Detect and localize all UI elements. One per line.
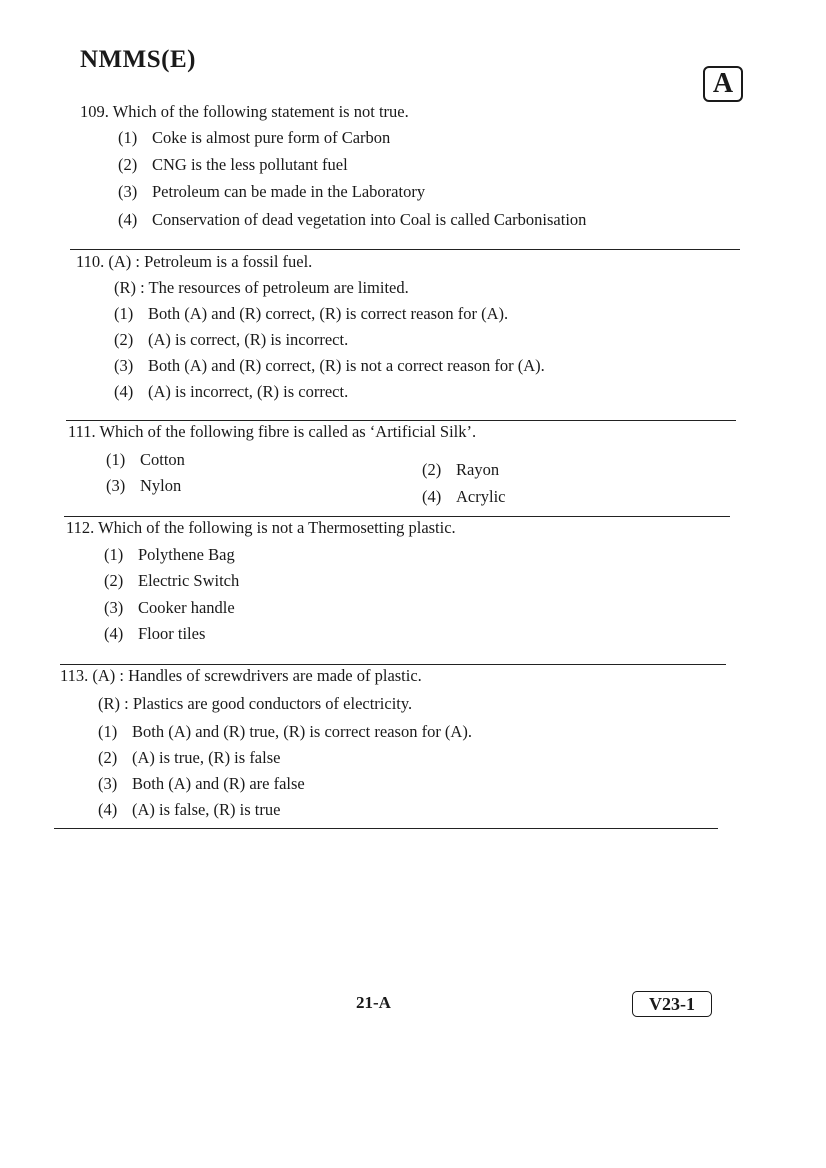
option	[98, 802, 280, 819]
option	[118, 184, 425, 201]
divider	[54, 828, 718, 829]
option	[118, 130, 390, 147]
option-text: Acrylic	[456, 487, 506, 506]
option	[118, 157, 348, 174]
option-text: Floor tiles	[138, 624, 206, 643]
option-text: (A) is correct, (R) is incorrect.	[148, 330, 349, 349]
option-number: (3)	[104, 598, 124, 617]
option-text: Nylon	[140, 476, 182, 495]
set-label-box	[703, 66, 743, 102]
option-number: (2)	[422, 460, 442, 479]
option	[114, 332, 348, 349]
option	[422, 462, 499, 479]
paper-code: V23-1	[649, 993, 695, 1014]
option-text: Conservation of dead vegetation into Coal is called Carbonisation	[152, 210, 587, 229]
option	[118, 212, 586, 229]
option	[114, 306, 508, 323]
option-text: Both (A) and (R) are false	[132, 774, 305, 793]
divider	[66, 420, 736, 421]
option-text: (A) is true, (R) is false	[132, 748, 281, 767]
option-text: Petroleum can be made in the Laboratory	[152, 182, 426, 201]
option-number: (2)	[118, 155, 138, 174]
option-text: CNG is the less pollutant fuel	[152, 155, 348, 174]
option-number: (4)	[98, 800, 118, 819]
option-number: (1)	[118, 128, 138, 147]
question-text: 110. (A) : Petroleum is a fossil fuel.	[76, 252, 313, 271]
option-number: (1)	[114, 304, 134, 323]
option-number: (3)	[114, 356, 134, 375]
option	[104, 626, 205, 643]
question-text: 109. Which of the following statement is not true.	[80, 102, 409, 121]
question-text: 111. Which of the following fibre is called as ‘Artificial Silk’.	[68, 422, 477, 441]
option	[106, 452, 185, 469]
page-number: 21-A	[356, 993, 391, 1012]
option-number: (4)	[118, 210, 138, 229]
divider	[60, 664, 726, 665]
option-number: (4)	[114, 382, 134, 401]
question-reason: (R) : Plastics are good conductors of electricity.	[98, 694, 413, 713]
option	[104, 600, 235, 617]
option-text: Electric Switch	[138, 571, 240, 590]
question-reason: (R) : The resources of petroleum are limited.	[114, 278, 409, 297]
option-text: Both (A) and (R) correct, (R) is correct reason for (A).	[148, 304, 509, 323]
option-number: (4)	[422, 487, 442, 506]
option-number: (2)	[104, 571, 124, 590]
option-text: Cotton	[140, 450, 185, 469]
option-text: (A) is false, (R) is true	[132, 800, 281, 819]
option-number: (2)	[114, 330, 134, 349]
option	[106, 478, 181, 495]
option-text: Both (A) and (R) true, (R) is correct reason for (A).	[132, 722, 472, 741]
option	[104, 547, 235, 564]
option	[104, 573, 239, 590]
paper-code-box	[632, 991, 712, 1017]
option	[98, 724, 472, 741]
option-number: (2)	[98, 748, 118, 767]
option	[98, 776, 305, 793]
divider	[64, 516, 730, 517]
option-number: (3)	[106, 476, 126, 495]
option-number: (1)	[104, 545, 124, 564]
option-number: (4)	[104, 624, 124, 643]
option	[114, 384, 348, 401]
option-text: Rayon	[456, 460, 500, 479]
option-text: Cooker handle	[138, 598, 235, 617]
question-text: 113. (A) : Handles of screwdrivers are made of plastic.	[60, 666, 422, 685]
option-text: (A) is incorrect, (R) is correct.	[148, 382, 349, 401]
option-number: (3)	[98, 774, 118, 793]
divider	[70, 249, 740, 250]
option-text: Coke is almost pure form of Carbon	[152, 128, 391, 147]
option-number: (1)	[98, 722, 118, 741]
option	[114, 358, 545, 375]
option	[422, 489, 505, 506]
option-number: (3)	[118, 182, 138, 201]
exam-title: NMMS(E)	[80, 46, 196, 73]
question-text: 112. Which of the following is not a Thermosetting plastic.	[66, 518, 456, 537]
option-number: (1)	[106, 450, 126, 469]
option-text: Polythene Bag	[138, 545, 235, 564]
option	[98, 750, 280, 767]
set-label: A	[712, 68, 734, 99]
option-text: Both (A) and (R) correct, (R) is not a correct reason for (A).	[148, 356, 545, 375]
